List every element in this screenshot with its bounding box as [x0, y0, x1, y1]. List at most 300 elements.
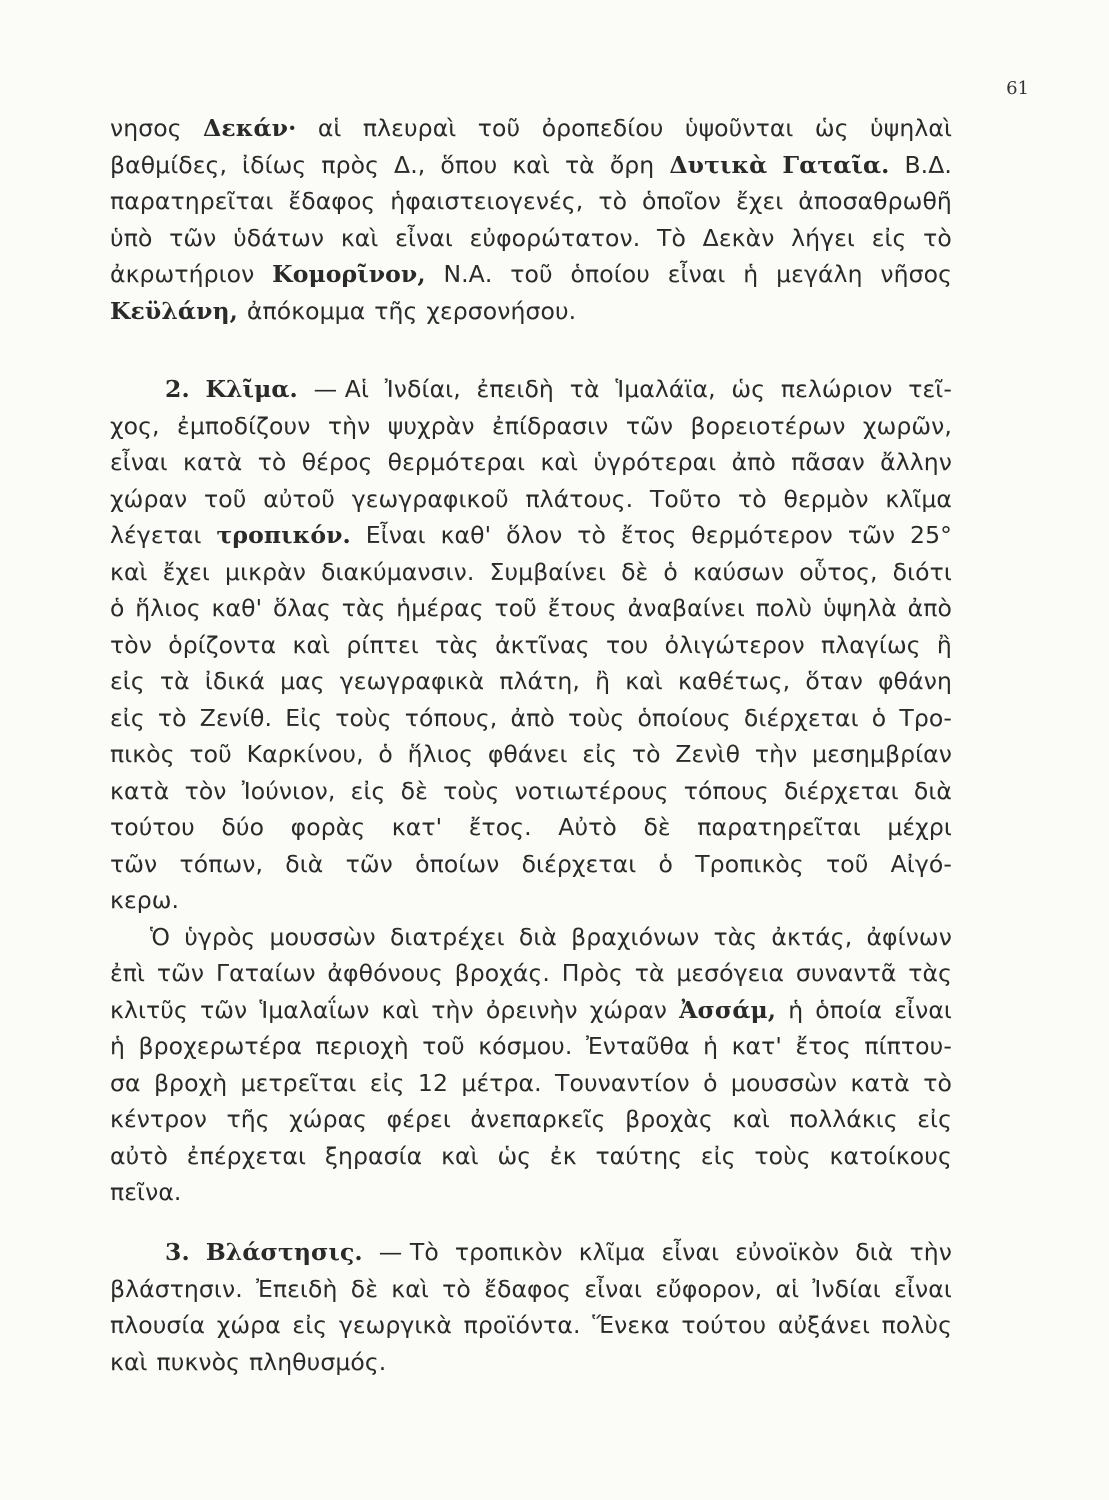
- word: οὗτος,: [799, 557, 878, 586]
- word: βορειοτέρων: [690, 411, 846, 440]
- bold-term: Γαταῖα.: [782, 150, 890, 179]
- word: ἀποσαθρωθῆ: [798, 187, 952, 215]
- word: τοῦ: [422, 1032, 465, 1060]
- text-line: [110, 996, 952, 1033]
- word: κλιτῦς: [110, 995, 188, 1024]
- word: ἢ: [595, 667, 611, 695]
- word: τὸ: [923, 1068, 952, 1097]
- word: βλάστησιν.: [110, 1274, 243, 1303]
- word: τῶν: [847, 521, 896, 549]
- word: βαθμίδες,: [110, 150, 228, 179]
- text-line: [110, 412, 952, 449]
- text-line: [110, 224, 952, 261]
- word: ὁποίους: [637, 703, 731, 732]
- word: ὡς: [497, 1141, 532, 1170]
- word: 25°: [910, 521, 952, 549]
- word: ἐπειδὴ: [476, 375, 554, 403]
- word: βροχάς.: [454, 959, 550, 987]
- word: τούτου: [681, 1311, 767, 1339]
- word: βραχιόνων: [571, 922, 700, 951]
- word: βροχὰς: [625, 1105, 713, 1133]
- word: τὸ: [923, 223, 952, 252]
- word: μουσσὼν: [730, 1068, 838, 1097]
- word: ὡς: [731, 375, 766, 403]
- word: καὶ: [512, 150, 550, 179]
- word: ἀκτάς,: [771, 922, 853, 951]
- word: πολὺς: [881, 1311, 952, 1339]
- word: λέγεται: [110, 521, 202, 549]
- text-line: [110, 187, 952, 224]
- word: ἔχει: [162, 557, 210, 586]
- word: καύσων: [692, 557, 785, 586]
- word: χος,: [110, 411, 160, 440]
- text-line: [110, 959, 952, 996]
- word: κατὰ: [110, 776, 170, 805]
- word: σα: [110, 1068, 141, 1097]
- text-line: [110, 631, 952, 668]
- text-line: [110, 777, 952, 814]
- word: Ζενὶθ: [675, 740, 741, 768]
- word: ὑψηλὰ: [822, 594, 897, 622]
- text-line: [110, 1032, 952, 1069]
- word: τὰ: [564, 150, 595, 179]
- word: τοὺς: [567, 703, 625, 732]
- bold-term: Βλάστησις.: [205, 1238, 363, 1266]
- text-line: [110, 704, 952, 741]
- word: φθάνει: [487, 740, 568, 768]
- word: ψυχρὰν: [387, 411, 475, 440]
- word: χώρα: [216, 1311, 281, 1339]
- word: πλευραὶ: [362, 114, 457, 142]
- bold-term: Ἀσσάμ,: [679, 995, 777, 1024]
- text-line: [110, 558, 952, 595]
- text-line: [110, 1178, 952, 1215]
- text-line: [110, 886, 952, 923]
- word: βροχερωτέρα: [138, 1032, 303, 1060]
- word: πεῖνα.: [110, 1178, 182, 1206]
- word: τὸ: [577, 521, 606, 549]
- word: εἶναι: [667, 260, 726, 288]
- word: τοὺς: [754, 1141, 811, 1170]
- text-line: [110, 375, 952, 412]
- word: δὲ: [350, 1274, 379, 1303]
- word: κλῖμα: [578, 1238, 646, 1266]
- word: τοῦ: [510, 260, 553, 288]
- word: εἶναι: [894, 995, 952, 1024]
- word: τόπους: [683, 776, 769, 805]
- word: τὰ: [569, 375, 600, 403]
- text-line: [110, 850, 952, 887]
- bold-term: Δεκάν·: [203, 114, 297, 142]
- word: ἰδικά: [204, 667, 265, 695]
- word: καὶ: [110, 1347, 148, 1376]
- word: πελώριον: [780, 375, 893, 403]
- word: εἰς: [871, 223, 907, 252]
- word: τὸ: [442, 1274, 471, 1303]
- word: Αὐτὸ: [558, 813, 617, 841]
- word: διέρχεται: [743, 703, 859, 732]
- page-number: 61: [1006, 78, 1029, 99]
- word: ἥλιος: [407, 740, 474, 768]
- word: ὁ: [658, 849, 673, 878]
- word: τὸν: [184, 776, 227, 805]
- word: τὸν: [110, 630, 152, 659]
- text-line: [110, 114, 952, 151]
- word: κόσμου.: [478, 1032, 573, 1060]
- word: Τουναντίον: [555, 1068, 690, 1097]
- word: εἰς: [917, 1105, 952, 1133]
- text-line: [110, 297, 952, 334]
- word: μας: [280, 667, 325, 695]
- word: φθάνη: [878, 667, 952, 695]
- word: Ν.Α.: [443, 260, 493, 288]
- section-number: 3.: [165, 1238, 190, 1266]
- word: διότι: [892, 557, 952, 586]
- word: ὅπου: [440, 150, 498, 179]
- word: τῆς: [226, 1105, 270, 1133]
- word: κατὰ: [183, 448, 243, 476]
- word: Τοῦτο: [649, 484, 722, 513]
- word: Ἐνταῦθα: [585, 1032, 690, 1060]
- word: διατρέχει: [389, 922, 505, 951]
- word: ἀφθόνους: [327, 959, 443, 987]
- word: ἔδαφος: [484, 1274, 572, 1303]
- word: ὁποίων: [415, 849, 500, 878]
- word: φορὰς: [290, 813, 366, 841]
- word: τὸ: [157, 703, 187, 732]
- word: μεσημβρίαν: [812, 740, 952, 768]
- word: μεγάλη: [776, 260, 863, 288]
- word: καὶ: [441, 1141, 479, 1170]
- text-line: [110, 1069, 952, 1106]
- word: τὸ: [631, 740, 661, 768]
- word: πλάτη,: [499, 667, 580, 695]
- word: τὸ: [257, 448, 287, 476]
- bold-term: τροπικόν.: [216, 521, 351, 549]
- word: τοῦ: [189, 740, 232, 768]
- word: 12: [417, 1068, 449, 1097]
- word: ὄρη: [609, 150, 655, 179]
- word: ὑψοῦνται: [684, 114, 794, 142]
- word: τόπους,: [404, 703, 498, 732]
- word: ἄλλην: [880, 448, 952, 476]
- word: τὴν: [754, 740, 798, 768]
- word: εἰς: [110, 667, 145, 695]
- word: τῶν: [199, 995, 248, 1024]
- bold-term: Κομορῖνον,: [272, 260, 426, 288]
- word: ὡς: [814, 114, 849, 142]
- word: κατοίκους: [829, 1141, 952, 1170]
- word: πληθυσμός.: [248, 1347, 387, 1376]
- word: πλουσία: [110, 1311, 206, 1339]
- word: ἡμέρας: [396, 594, 484, 622]
- word: τῶν: [110, 849, 158, 878]
- word: ἡ: [110, 1032, 125, 1060]
- word: δὲ: [643, 813, 671, 841]
- word: χερσονήσου.: [426, 296, 577, 325]
- word: Γαταίων: [215, 959, 316, 987]
- word: δύο: [221, 813, 265, 841]
- word: πικὸς: [110, 740, 175, 768]
- word: ὁποῖον: [642, 187, 721, 215]
- word: δὲ: [621, 557, 649, 586]
- section-number: 2.: [165, 375, 190, 403]
- word: Ἰούνιον,: [241, 776, 336, 805]
- word: θερμότερον: [691, 521, 833, 549]
- word: συναντᾶ: [795, 959, 897, 987]
- word: τοῦ: [204, 484, 247, 513]
- word: τῶν: [625, 411, 674, 440]
- word: χώραν: [589, 995, 668, 1024]
- word: καθ': [440, 521, 492, 549]
- word: εἶναι: [584, 1274, 643, 1303]
- word: πυκνὸς: [156, 1347, 241, 1376]
- text-line: [110, 485, 952, 522]
- word: κλῖμα: [885, 484, 952, 513]
- word: ἡ: [788, 995, 804, 1024]
- word: εὐφορώτατον.: [469, 223, 641, 252]
- word: ὁρίζοντα: [168, 630, 277, 659]
- word: αὐτὸ: [110, 1141, 169, 1170]
- text-line: [110, 667, 952, 704]
- word: νῆσος: [880, 260, 952, 288]
- word: Συμβαίνει: [489, 557, 607, 586]
- word: καὶ: [110, 557, 148, 586]
- word: διέρχεται: [783, 776, 899, 805]
- word: τῶν: [345, 849, 393, 878]
- text-line: [110, 1311, 952, 1348]
- word: τὴν: [327, 411, 371, 440]
- word: παρατηρεῖται: [697, 813, 861, 841]
- word: τροπικὸν: [454, 1238, 563, 1266]
- word: καθέτως,: [677, 667, 791, 695]
- word: τῶν: [156, 959, 205, 987]
- word: τούτου: [110, 813, 195, 841]
- word: καὶ: [732, 1105, 770, 1133]
- word: ὀλιγώτερον: [664, 630, 805, 659]
- word: ἀναβαίνει: [627, 594, 745, 622]
- word: ἐμποδίζουν: [177, 411, 311, 440]
- word: ἀκτῖνας: [495, 630, 590, 659]
- word: πολὺ: [755, 594, 813, 622]
- word: τοὺς: [335, 703, 392, 732]
- word: διακύμανσιν.: [320, 557, 475, 586]
- word: Ἰνδίαι: [812, 1274, 881, 1303]
- word: διὰ: [913, 776, 952, 805]
- word: τεῖ-: [908, 375, 952, 403]
- word: ὁ: [663, 557, 678, 586]
- word: τοῦ: [826, 849, 869, 878]
- text-line: [110, 1238, 952, 1275]
- word: γεωγραφικοῦ: [351, 484, 509, 513]
- word: κατ': [391, 813, 443, 841]
- word: Ἐπειδὴ: [256, 1274, 338, 1303]
- word: φέρει: [386, 1105, 451, 1133]
- word: μικρὰν: [225, 557, 306, 586]
- word: τὴν: [909, 1238, 952, 1266]
- text-line: [110, 923, 952, 960]
- word: διὰ: [855, 1238, 894, 1266]
- word: Ὁ: [150, 922, 171, 951]
- word: καὶ: [391, 1274, 429, 1303]
- word: νησος: [110, 114, 182, 142]
- word: ἀπὸ: [907, 594, 952, 622]
- word: θέρος: [301, 448, 373, 476]
- word: ὑψηλαὶ: [870, 114, 952, 142]
- word: καὶ: [381, 995, 420, 1024]
- text-line: [110, 1275, 952, 1312]
- word: καὶ: [292, 630, 331, 659]
- word: προϊόντα.: [463, 1311, 581, 1339]
- word: Τροπικὸς: [695, 849, 804, 878]
- word: τὴν: [431, 995, 474, 1024]
- word: Ἕνεκα: [592, 1311, 670, 1339]
- word: τὸ: [738, 484, 767, 513]
- word: ἔδαφος: [288, 187, 376, 215]
- text-line: [110, 740, 952, 777]
- word: τὰ: [634, 959, 665, 987]
- word: διὰ: [285, 849, 324, 878]
- word: εἶναι: [110, 448, 168, 476]
- word: τοῦ: [477, 114, 521, 142]
- paragraph-block-2: [110, 375, 952, 1215]
- word: του: [605, 630, 649, 659]
- word: ἡφαιστειογενές,: [390, 187, 584, 215]
- word: ἢ: [936, 630, 952, 659]
- word: ἐπίδρασιν: [491, 411, 609, 440]
- word: ἔτους: [547, 594, 617, 622]
- word: καθ': [211, 594, 263, 622]
- word: Ἱμαλαΐων: [259, 995, 370, 1024]
- word: εἰς: [369, 1068, 405, 1097]
- word: ὅταν: [805, 667, 863, 695]
- word: ὁποίου: [570, 260, 650, 288]
- word: εἶναι: [661, 1238, 720, 1266]
- word: ρίπτει: [346, 630, 419, 659]
- word: ἐκ: [549, 1141, 577, 1170]
- word: καὶ: [540, 448, 579, 476]
- text-line: [110, 1105, 952, 1142]
- word: χώραν: [110, 484, 188, 513]
- word: χωρῶν,: [862, 411, 952, 440]
- word: εἰς: [292, 1311, 328, 1339]
- word: ἡ: [743, 260, 759, 288]
- word: πλάτους.: [525, 484, 634, 513]
- word: τὰς: [435, 630, 479, 659]
- word: ἡ: [703, 1032, 719, 1060]
- word: ἐπὶ: [110, 959, 146, 987]
- word: ὀροπεδίου: [541, 114, 664, 142]
- text-line: [110, 1142, 952, 1179]
- word: καὶ: [340, 223, 379, 252]
- word: Β.Δ.: [904, 150, 952, 179]
- word: ἀκρωτήριον: [110, 260, 255, 288]
- word: ὀρεινὴν: [485, 995, 578, 1024]
- word: τοὺς: [443, 776, 500, 805]
- word: ἔτος: [620, 521, 677, 549]
- word: πρὸς: [321, 150, 379, 179]
- word: εἰς: [582, 740, 618, 768]
- word: ἔτος: [795, 1032, 851, 1060]
- word: ξηρασία: [324, 1141, 423, 1170]
- word: τὰς: [908, 959, 952, 987]
- word: μουσσὼν: [269, 922, 376, 951]
- word: ὑγρὸς: [184, 922, 256, 951]
- word: αὐτοῦ: [263, 484, 335, 513]
- word: Ἱμαλάϊα,: [615, 375, 716, 403]
- word: Εἰς: [285, 703, 323, 732]
- word: Τρο-: [899, 703, 952, 732]
- word: νοτιωτέρους: [514, 776, 669, 805]
- word: Εἶναι: [365, 521, 426, 549]
- word: διὰ: [518, 922, 557, 951]
- word: εἶναι: [395, 223, 453, 252]
- word: — Τὸ: [378, 1238, 439, 1266]
- word: ἔχει: [735, 187, 784, 215]
- word: μεσόγεια: [676, 959, 785, 987]
- word: ὅλον: [506, 521, 563, 549]
- word: γεωγραφικὰ: [339, 667, 485, 695]
- word: ἐπέρχεται: [186, 1141, 307, 1170]
- word: μέτρα.: [461, 1068, 542, 1097]
- word: ὑδάτων: [233, 223, 325, 252]
- word: τῶν: [169, 223, 217, 252]
- word: Δεκὰν: [702, 223, 775, 252]
- text-line: [110, 594, 952, 631]
- word: βροχὴ: [153, 1068, 228, 1097]
- word: τὰς: [713, 922, 758, 951]
- word: ἀνεπαρκεῖς: [470, 1105, 606, 1133]
- word: ἥλιος: [135, 594, 201, 622]
- word: αἱ: [317, 114, 342, 142]
- word: τόπων,: [179, 849, 264, 878]
- word: εἰς: [110, 703, 145, 732]
- word: εἶναι: [894, 1274, 952, 1303]
- text-line: [110, 1348, 952, 1385]
- word: εὔφορον,: [655, 1274, 763, 1303]
- word: γεωργικὰ: [338, 1311, 453, 1339]
- word: εἰς: [700, 1141, 736, 1170]
- word: ὁ: [378, 740, 393, 768]
- word: Καρκίνου,: [246, 740, 364, 768]
- word: θερμὸν: [783, 484, 869, 513]
- word: ὁ: [871, 703, 887, 732]
- word: καὶ: [625, 667, 663, 695]
- word: ἀπόκομμα: [246, 296, 366, 325]
- word: Τὸ: [657, 223, 686, 252]
- word: αἱ: [775, 1274, 800, 1303]
- word: περιοχὴ: [315, 1032, 409, 1060]
- word: — Αἱ: [313, 375, 370, 403]
- word: τοῦ: [494, 594, 537, 622]
- word: Δ.,: [394, 150, 426, 179]
- word: ὑπὸ: [110, 223, 153, 252]
- word: Ἰνδίαι,: [384, 375, 461, 403]
- word: Ζενίθ.: [199, 703, 273, 732]
- word: εἰς: [350, 776, 386, 805]
- word: κατ': [731, 1032, 782, 1060]
- word: πλαγίως: [821, 630, 921, 659]
- bold-term: Κεϋλάνη,: [110, 296, 238, 325]
- word: κερω.: [110, 886, 180, 914]
- word: ἀπὸ: [731, 448, 776, 476]
- word: ὁποία: [815, 995, 883, 1024]
- word: ἔτος.: [468, 813, 532, 841]
- word: τῆς: [374, 296, 418, 325]
- word: τὰ: [159, 667, 190, 695]
- paragraph-block-3: [110, 1238, 952, 1384]
- word: ὅλας: [272, 594, 331, 622]
